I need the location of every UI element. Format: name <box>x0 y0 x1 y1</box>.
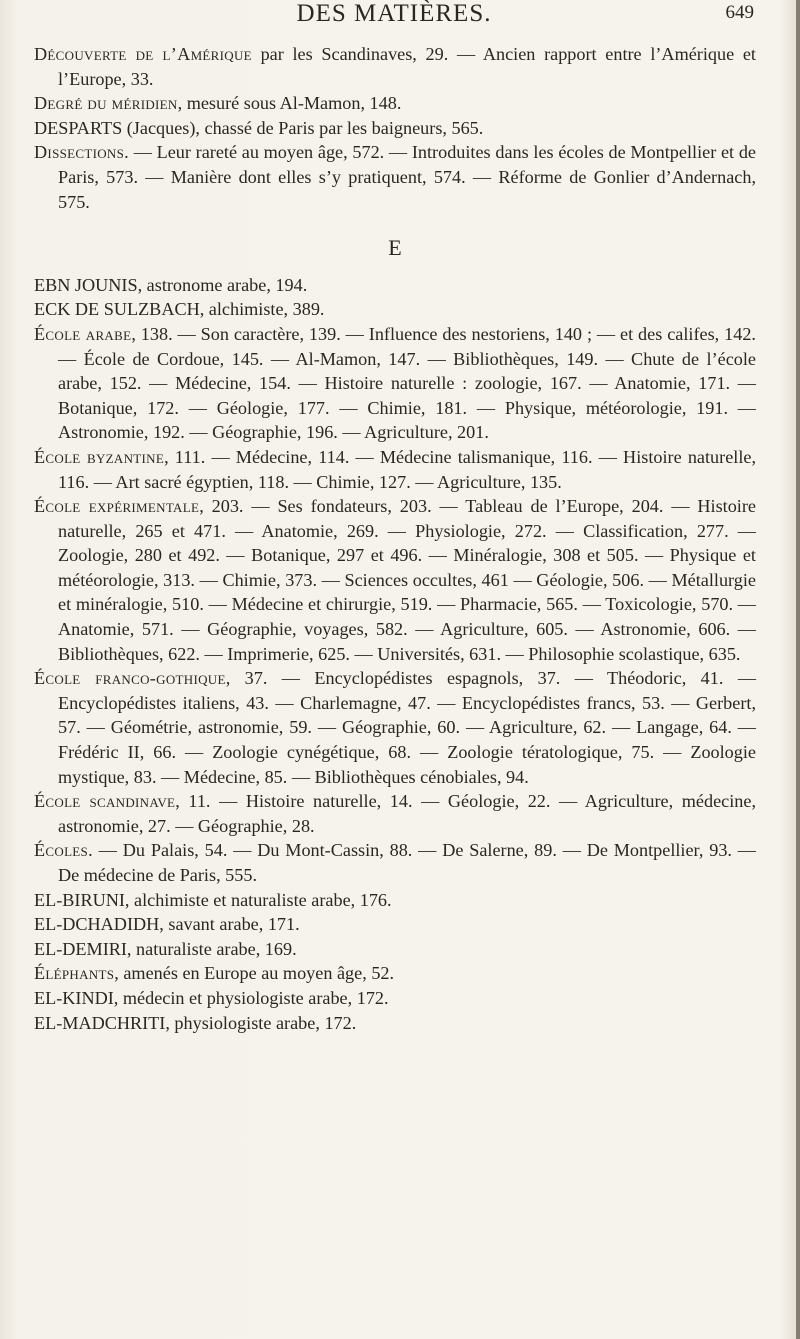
entry-heading: Écoles. <box>34 840 93 861</box>
entry-text: EL-DCHADIDH, savant arabe, 171. <box>34 914 300 935</box>
index-entry <box>34 445 756 494</box>
entry-text: DESPARTS (Jacques), chassé de Paris par les baigneurs, 565. <box>34 117 484 138</box>
entry-text: ECK DE SULZBACH, alchimiste, 389. <box>34 299 325 320</box>
index-entry <box>34 91 756 116</box>
index-entry <box>34 961 756 986</box>
index-entry <box>34 986 756 1011</box>
entry-text: EL-DEMIRI, naturaliste arabe, 169. <box>34 938 297 959</box>
index-entry <box>34 297 756 322</box>
entries-after-section <box>34 273 756 1035</box>
entry-text: , 138. — Son caractère, 139. — Influence des nestoriens, 140 ; — et des califes, 142. — École de Cordoue, 145. — Al-Mamon, 147. — Bibliothèques, 149. — Chute de l’école arabe, 152. — Médecine, 154. — Histoire naturelle : zoologie, 167. — Anatomie, 171. — Botanique, 172. — Géologie, 177. — Chimie, 181. — Physique, météorologie, 191. — Astronomie, 192. — Géographie, 196. — Agriculture, 201. <box>58 323 756 443</box>
entry-text: — Leur rareté au moyen âge, 572. — Introduites dans les écoles de Montpellier et de Paris, 573. — Manière dont elles s’y pratiquent, 574. — Réforme de Gonlier d’Andernach, 575. <box>58 142 756 212</box>
entry-text: , 203. — Ses fondateurs, 203. — Tableau de l’Europe, 204. — Histoire naturelle, 265 et 471. — Anatomie, 269. — Physiologie, 272. — Classification, 277. — Zoologie, 280 et 492. — Botanique, 297 et 496. — Minéralogie, 308 et 505. — Physique et météorologie, 313. — Chimie, 373. — Sciences occultes, 461 — Géologie, 506. — Métallurgie et minéralogie, 510. — Médecine et chirurgie, 519. — Pharmacie, 565. — Toxicologie, 570. — Anatomie, 571. — Géographie, voyages, 582. — Agriculture, 605. — Astronomie, 606. — Bibliothèques, 622. — Imprimerie, 625. — Universités, 631. — Philosophie scolastique, 635. <box>58 496 756 664</box>
entry-heading: École byzantine <box>34 446 165 467</box>
entry-heading: Dissections. <box>34 142 129 163</box>
entry-heading: Degré du méridien <box>34 93 178 114</box>
entry-text: — Du Palais, 54. — Du Mont-Cassin, 88. — De Salerne, 89. — De Montpellier, 93. — De médecine de Paris, 555. <box>58 840 756 885</box>
entry-text: EL-MADCHRITI, physiologiste arabe, 172. <box>34 1012 357 1033</box>
entry-text: , mesuré sous Al-Mamon, 148. <box>177 93 402 114</box>
index-entry <box>34 322 756 445</box>
entry-text: EL-KINDI, médecin et physiologiste arabe, 172. <box>34 987 389 1008</box>
index-entry <box>34 888 756 913</box>
index-entry <box>34 273 756 298</box>
entry-heading: École scandinave <box>34 791 176 812</box>
entry-text: , amenés en Europe au moyen âge, 52. <box>114 963 395 984</box>
index-entry <box>34 1011 756 1036</box>
index-entry <box>34 838 756 887</box>
entries-before-section <box>34 42 756 214</box>
index-entry <box>34 140 756 214</box>
entry-heading: Découverte de l’Amérique <box>34 44 252 64</box>
running-header <box>34 0 754 34</box>
entry-heading: École expérimentale <box>34 496 200 517</box>
page-number: 649 <box>725 2 754 23</box>
entry-text: , 37. — Encyclopédistes espagnols, 37. — Théodoric, 41. — Encyclopédistes italiens, 43. — Charlemagne, 47. — Encyclopédistes francs, 53. — Gerbert, 57. — Géométrie, astronomie, 59. — Géographie, 60. — Agriculture, 62. — Langage, 64. — Frédéric II, 66. — Zoologie cynégétique, 68. — Zoologie tératologique, 75. — Zoologie mystique, 83. — Médecine, 85. — Bibliothèques cénobiales, 94. <box>58 668 757 787</box>
index-entry <box>34 912 756 937</box>
index-entry <box>34 116 756 141</box>
index-entry <box>34 789 756 838</box>
entry-heading: École arabe <box>34 323 132 344</box>
index-entry <box>34 494 756 666</box>
index-entry <box>34 666 756 789</box>
entry-heading: École franco-gothique <box>34 668 226 689</box>
page-title: DES MATIÈRES. <box>296 0 492 27</box>
section-letter: E <box>388 235 402 261</box>
entry-text: par les Scandinaves, 29. — Ancien rapport entre l’Amérique et l’Europe, 33. <box>58 44 756 89</box>
entry-heading: Éléphants <box>34 963 115 984</box>
entry-text: , 111. — Médecine, 114. — Médecine talismanique, 116. — Histoire naturelle, 116. — Art sacré égyptien, 118. — Chimie, 127. — Agriculture, 135. <box>58 446 756 492</box>
index-entry <box>34 42 756 91</box>
entry-text: , 11. — Histoire naturelle, 14. — Géologie, 22. — Agriculture, médecine, astronomie, 27. — Géographie, 28. <box>58 791 756 836</box>
index-content <box>34 42 756 1035</box>
index-entry <box>34 937 756 962</box>
entry-text: EL-BIRUNI, alchimiste et naturaliste arabe, 176. <box>34 889 392 910</box>
entry-text: EBN JOUNIS, astronome arabe, 194. <box>34 274 308 295</box>
page-edge <box>796 0 800 1339</box>
